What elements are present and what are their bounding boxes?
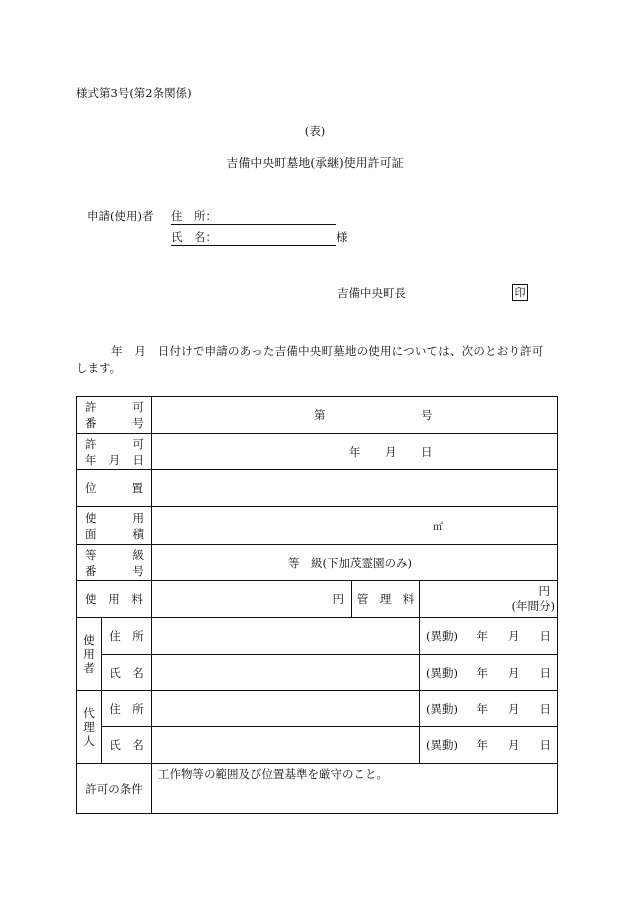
label-char: 番 [85, 563, 97, 578]
change-day: 日 [539, 738, 552, 752]
change-year: 年 [476, 629, 489, 643]
table-row [77, 727, 558, 764]
label-char: 置 [131, 481, 143, 495]
change-label: (異動) [426, 629, 458, 643]
label-char: 級 [132, 547, 144, 562]
label-char: 号 [132, 563, 144, 578]
applicant-name-label: 氏 名： [171, 230, 217, 244]
change-label: (異動) [426, 738, 458, 752]
agent-name-label [102, 727, 152, 764]
agent-address-value[interactable] [152, 691, 420, 727]
table-row [77, 581, 558, 618]
agent-name-change[interactable] [420, 727, 558, 764]
document-title: 吉備中央町墓地(承継)使用許可証 [226, 156, 404, 170]
location-label [77, 470, 152, 507]
applicant-address-label: 住 所： [171, 209, 217, 223]
label-char: 可 [132, 436, 144, 451]
label-char: 使 [83, 633, 95, 647]
user-name-change[interactable] [420, 655, 558, 691]
permit-number-prefix: 第 [314, 408, 326, 422]
change-year: 年 [476, 738, 489, 752]
label-char: 用 [132, 510, 144, 525]
change-day: 日 [539, 665, 552, 680]
table-row [77, 470, 558, 507]
label-char: 代 [83, 706, 95, 720]
label-char: 使 [85, 592, 97, 606]
label-char: 等 [85, 547, 97, 562]
honorific: 様 [336, 230, 348, 244]
conditions-label-text: 許可の条件 [85, 781, 143, 796]
date-year: 年 [349, 444, 361, 459]
agent-address-label [102, 691, 152, 727]
body-text-line2: します。 [76, 361, 122, 375]
permit-date-label [77, 434, 152, 470]
form-number: 様式第3号(第2条関係) [76, 86, 192, 100]
user-address-change[interactable] [420, 618, 558, 655]
body-text-line1: 年 月 日付けで申請のあった吉備中央町墓地の使用については、次のとおり許可 [111, 344, 544, 358]
fee-value[interactable] [152, 581, 352, 618]
management-fee-value[interactable] [420, 581, 558, 618]
user-address-text: 住 所 [109, 629, 144, 643]
grade-text: 等 級(下加茂霊園のみ) [288, 555, 412, 570]
seal-mark: 印 [512, 284, 528, 301]
grade-label [77, 545, 152, 581]
square-meter-unit: ㎡ [433, 521, 443, 533]
change-label: (異動) [426, 701, 458, 716]
change-day: 日 [539, 701, 552, 716]
table-row [77, 507, 558, 545]
permit-number-label [77, 397, 152, 434]
table-row [77, 545, 558, 581]
label-char: 理 [83, 720, 95, 734]
agent-name-value[interactable] [152, 727, 420, 764]
change-month: 月 [508, 701, 520, 716]
agent-address-change[interactable] [420, 691, 558, 727]
applicant-name-row [171, 229, 348, 246]
form-side-label: (表) [304, 124, 326, 138]
label-char: 号 [132, 416, 144, 430]
label-char: 者 [83, 661, 95, 675]
label-char: 日 [132, 452, 144, 467]
user-address-label [102, 618, 152, 655]
applicant-name-field [171, 229, 336, 246]
change-month: 月 [508, 738, 520, 752]
management-fee-period: (年間分) [511, 599, 556, 613]
table-row [77, 655, 558, 691]
area-label [77, 507, 152, 545]
permit-number-value[interactable] [152, 397, 558, 434]
user-name-value[interactable] [152, 655, 420, 691]
user-address-value[interactable] [152, 618, 420, 655]
permit-table [76, 396, 558, 814]
agent-name-text: 氏 名 [109, 738, 144, 752]
location-value[interactable] [152, 470, 558, 507]
management-fee-yen: 円 [538, 584, 551, 598]
fee-label [77, 581, 152, 618]
area-value[interactable] [152, 507, 558, 545]
label-char: 月 [108, 452, 121, 467]
agent-address-text: 住 所 [109, 701, 144, 716]
date-month: 月 [385, 444, 397, 459]
change-month: 月 [508, 629, 520, 643]
agent-group-label [77, 691, 102, 764]
user-name-label [102, 655, 152, 691]
label-char: 可 [132, 400, 144, 414]
change-day: 日 [539, 629, 552, 643]
grade-value[interactable] [152, 545, 558, 581]
fee-yen: 円 [332, 592, 344, 606]
label-char: 積 [132, 526, 144, 541]
change-year: 年 [476, 701, 489, 716]
applicant-label: 申請(使用)者 [87, 209, 154, 223]
user-group-label [77, 618, 102, 691]
table-row [77, 764, 558, 814]
applicant-address-field [171, 208, 336, 225]
label-char: 位 [85, 481, 97, 495]
issuer-name: 吉備中央町長 [337, 286, 406, 300]
conditions-label [77, 764, 152, 814]
permit-date-value[interactable] [152, 434, 558, 470]
label-char: 用 [83, 647, 95, 661]
conditions-value[interactable] [152, 764, 558, 814]
change-month: 月 [508, 665, 520, 680]
management-fee-text: 管 理 料 [356, 592, 415, 606]
change-year: 年 [476, 665, 489, 680]
date-day: 日 [421, 444, 433, 459]
label-char: 年 [85, 452, 97, 467]
label-char: 許 [85, 436, 97, 451]
management-fee-label [352, 581, 420, 618]
label-char: 料 [131, 592, 143, 606]
table-row [77, 434, 558, 470]
label-char: 使 [85, 510, 97, 525]
applicant-address-row [171, 208, 336, 225]
label-char: 人 [83, 734, 95, 748]
table-row [77, 618, 558, 655]
permit-number-suffix: 号 [421, 408, 433, 422]
conditions-text: 工作物等の範囲及び位置基準を厳守のこと。 [158, 767, 388, 781]
table-row [77, 691, 558, 727]
change-label: (異動) [426, 665, 458, 680]
label-char: 番 [85, 416, 97, 430]
label-char: 許 [85, 400, 97, 414]
label-char: 用 [108, 592, 120, 606]
label-char: 面 [85, 526, 97, 541]
user-name-text: 氏 名 [109, 665, 144, 680]
table-row [77, 397, 558, 434]
